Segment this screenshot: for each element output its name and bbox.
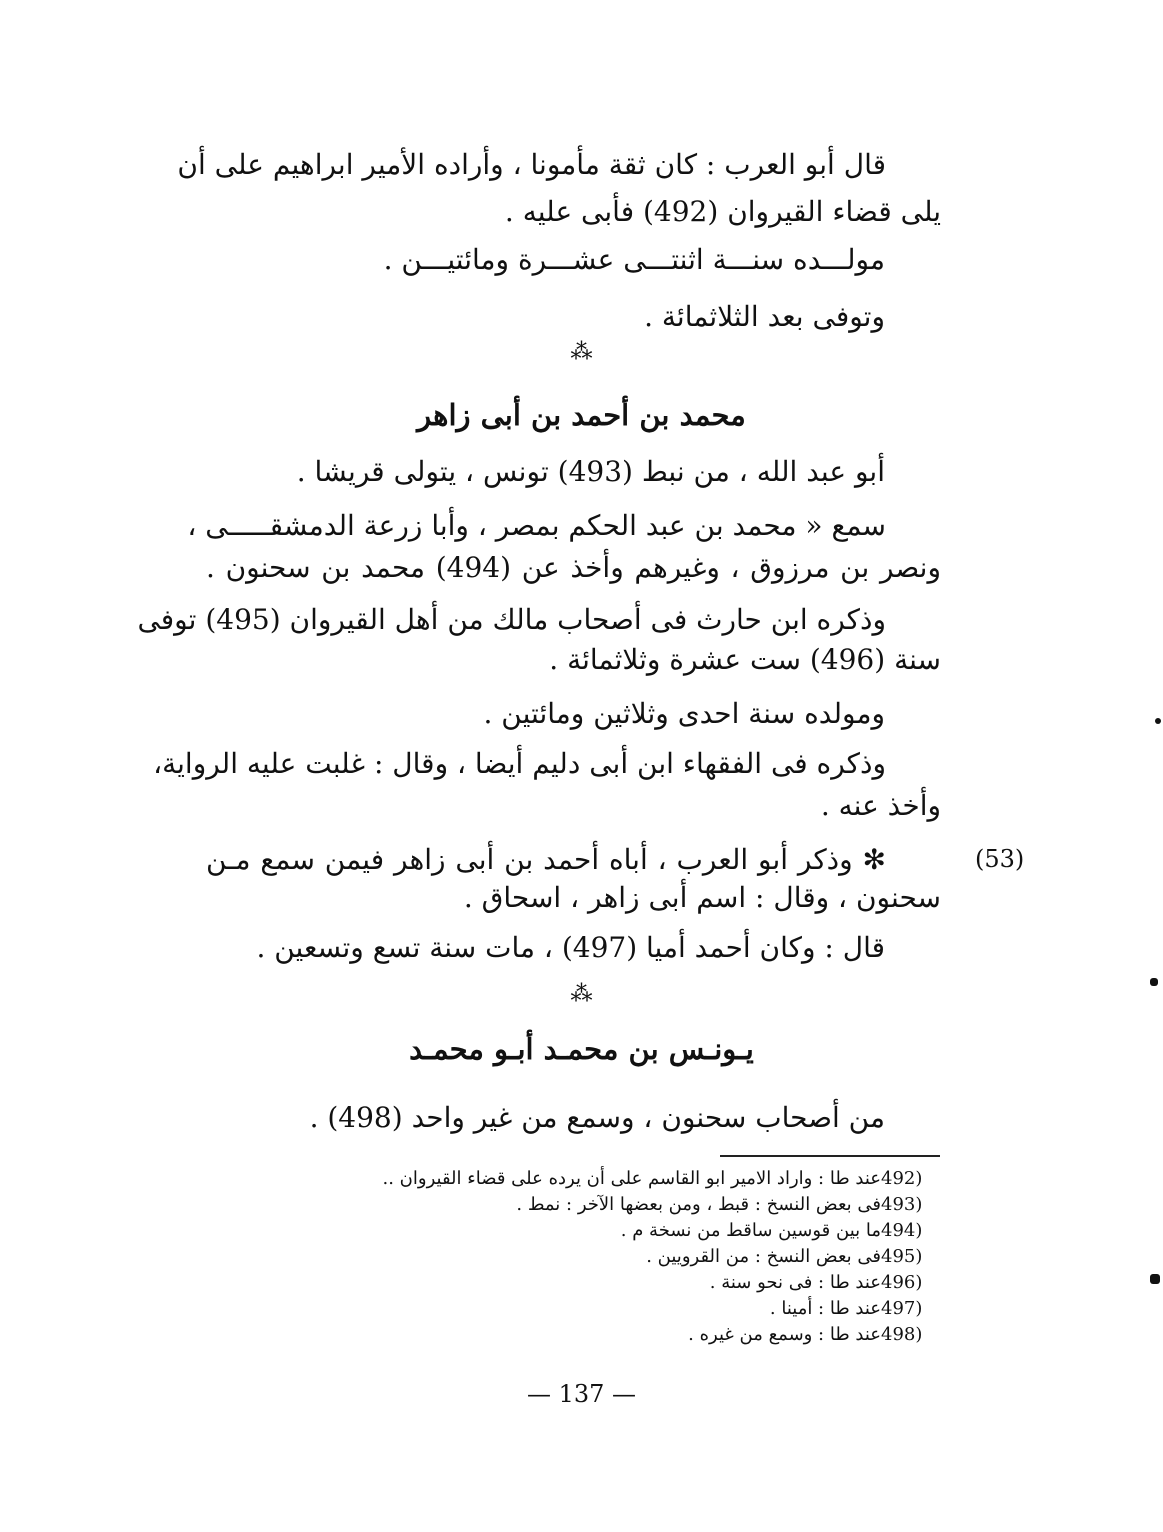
body-line bbox=[206, 786, 941, 826]
footnote bbox=[201, 1296, 941, 1322]
body-text: مولـــده سنـــة اثنتـــى عشـــرة ومائتيـــن . bbox=[383, 243, 885, 276]
footnote-text: عند طا : فى نحو سنة . bbox=[709, 1272, 881, 1293]
footnote-text: عند طا : واراد الامير ابو القاسم على أن يرده على قضاء القيروان .. bbox=[382, 1168, 881, 1189]
body-line bbox=[187, 506, 941, 546]
footnote-text: ما بين قوسين ساقط من نسخة م . bbox=[620, 1220, 881, 1241]
body-text: سمع « محمد بن عبد الحكم بمصر ، وأبا زرعة الدمشقـــــى ، bbox=[187, 509, 886, 542]
body-line bbox=[205, 694, 885, 734]
body-line bbox=[206, 640, 941, 680]
body-text: وذكره ابن حارث فى أصحاب مالك من أهل القيروان (495) توفى bbox=[137, 603, 886, 636]
footnote-number: 498) bbox=[881, 1324, 923, 1345]
body-line bbox=[177, 145, 941, 185]
scan-mark bbox=[1155, 718, 1161, 724]
footnote-text: عند طا : وسمع من غيره . bbox=[688, 1324, 881, 1345]
body-text: ✻ وذكر أبو العرب ، أباه أحمد بن أبى زاهر فيمن سمع مـن bbox=[206, 843, 886, 876]
footnote bbox=[201, 1270, 941, 1296]
page-number: — 137 — bbox=[526, 1380, 637, 1408]
body-text: ونصر بن مرزوق ، وغيرهم وأخذ عن (494) محمد بن سحنون . bbox=[206, 551, 941, 584]
body-text: وتوفى بعد الثلاثمائة . bbox=[644, 300, 885, 333]
footnote-number: 495) bbox=[881, 1246, 923, 1267]
footnote-number: 496) bbox=[881, 1272, 923, 1293]
body-text: وأخذ عنه . bbox=[820, 789, 941, 822]
footnote-text: فى بعض النسخ : قبط ، ومن بعضها الآخر : نمط . bbox=[516, 1194, 881, 1215]
section-separator: ⁂ bbox=[570, 340, 593, 365]
body-text: سحنون ، وقال : اسم أبى زاهر ، اسحاق . bbox=[463, 881, 941, 914]
footnote-number: 493) bbox=[881, 1194, 923, 1215]
scan-mark bbox=[1150, 1274, 1160, 1284]
footnote-text: عند طا : أمينا . bbox=[769, 1298, 881, 1319]
body-text: من أصحاب سحنون ، وسمع من غير واحد (498) . bbox=[309, 1101, 885, 1134]
footnote bbox=[201, 1322, 941, 1348]
body-text: قال : وكان أحمد أميا (497) ، مات سنة تسع وتسعين . bbox=[256, 931, 885, 964]
footnote bbox=[201, 1244, 941, 1270]
footnote-text: فى بعض النسخ : من القرويين . bbox=[646, 1246, 881, 1267]
body-line bbox=[205, 240, 885, 280]
body-text: أبو عبد الله ، من نبط (493) تونس ، يتولى قريشا . bbox=[296, 455, 885, 488]
body-text: وذكره فى الفقهاء ابن أبى دليم أيضا ، وقال : غلبت عليه الرواية، bbox=[153, 747, 886, 780]
section-title: محمد بن أحمد بن أبى زاهر bbox=[417, 398, 746, 432]
body-text: ومولده سنة احدى وثلاثين ومائتين . bbox=[483, 697, 885, 730]
body-text: سنة (496) ست عشرة وثلاثمائة . bbox=[549, 643, 941, 676]
body-line bbox=[206, 548, 941, 588]
footnote-number: 494) bbox=[881, 1220, 923, 1241]
footnote bbox=[201, 1166, 941, 1192]
body-line bbox=[206, 192, 941, 232]
body-text: قال أبو العرب : كان ثقة مأمونا ، وأراده الأمير ابراهيم على أن bbox=[177, 148, 886, 181]
footnote-rule bbox=[720, 1155, 940, 1157]
body-line bbox=[206, 840, 941, 880]
footnote-number: 492) bbox=[881, 1168, 923, 1189]
body-line bbox=[205, 1098, 885, 1138]
body-line bbox=[153, 744, 941, 784]
footnote bbox=[201, 1192, 941, 1218]
body-line bbox=[205, 297, 885, 337]
footnote bbox=[201, 1218, 941, 1244]
scan-mark bbox=[1150, 978, 1158, 986]
section-separator: ⁂ bbox=[570, 982, 593, 1007]
body-line bbox=[137, 600, 941, 640]
body-text: يلى قضاء القيروان (492) فأبى عليه . bbox=[504, 195, 941, 228]
body-line bbox=[205, 928, 885, 968]
section-title: يـونـس بن محمـد أبـو محمـد bbox=[409, 1032, 754, 1066]
body-line bbox=[205, 452, 885, 492]
margin-reference: (53) bbox=[975, 845, 1025, 873]
body-line bbox=[206, 878, 941, 918]
footnote-number: 497) bbox=[881, 1298, 923, 1319]
